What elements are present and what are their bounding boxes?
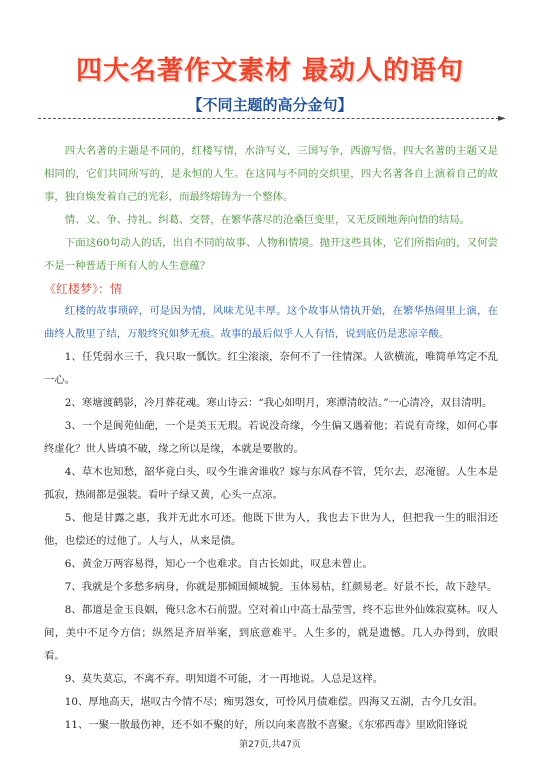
quote-item: 4、草木也知愁，韶华竟白头，叹今生谁舍谁收？嫁与东风春不管，凭尔去，忍淹留。人生本是孤寂，热闹都是强装。看叶子绿又黄，心头一点凉。 xyxy=(44,466,498,501)
section-heading: 《红楼梦》：情 xyxy=(44,282,123,296)
quote-item: 1、任凭弱水三千，我只取一瓢饮。红尘滚滚，奈何不了一往情深。人欲横流，唯简单笃定不乱一心。 xyxy=(44,351,498,386)
intro-paragraph: 下面这60句动人的话，出自不同的故事、人物和情境。抛开这些具体，它们所指向的，又何尝不是一种普适于所有人的人生意蕴？ xyxy=(44,237,498,272)
dashed-divider xyxy=(38,118,504,119)
quote-item: 10、厚地高天，堪叹古今情不尽；痴男怨女，可怜风月债难偿。四海又五湖，古今几女泪。 xyxy=(64,696,484,708)
page-title: 四大名著作文素材 最动人的语句 xyxy=(75,56,465,86)
arrow-right-icon: ► xyxy=(498,113,506,124)
quote-item: 8、都道是金玉良姻，俺只念木石前盟。空对着山中高士晶莹雪，终不忘世外仙姝寂寞林。叹人间，美中不足今方信；纵然是齐眉举案，到底意难平。人生多的，就是遗憾。几人办得到，放眼看。 xyxy=(44,604,498,662)
quote-item: 7、我就是个多愁多病身，你就是那倾国倾城貌。玉体易枯，红颜易老。好景不长，故下趁早。 xyxy=(64,581,498,593)
page-subtitle: 【不同主题的高分金句】 xyxy=(187,96,353,114)
quote-item: 3、一个是阆苑仙葩，一个是美玉无瑕。若说没奇缘，今生偏又遇着他；若说有奇缘，如何心事终虚化？世人皆填不破，缘之所以是缘，本就是要散的。 xyxy=(44,420,498,455)
quote-item: 5、他是甘露之惠，我并无此水可还。他既下世为人，我也去下世为人，但把我一生的眼泪还他，也偿还的过他了。人与人，从来是债。 xyxy=(44,512,498,547)
page-number: 第27页,共47页 xyxy=(239,740,301,750)
quote-item: 9、莫失莫忘，不离不弃。明知道不可能，才一再地说。人总是这样。 xyxy=(64,673,384,685)
quote-item: 2、寒塘渡鹤影，冷月葬花魂。寒山诗云：“我心如明月，寒潭清皎洁。”一心清冷，双目清明。 xyxy=(64,397,493,409)
section-lead: 红楼的故事琐碎，可是因为情，风味尤见丰厚。这个故事从情执开始，在繁华热闹里上演，在曲终人散里了结，万般终究如梦无痕。故事的最后似乎人人有悟，说到底仍是悲凉辛酸。 xyxy=(44,305,498,340)
quote-item: 6、黄金万两容易得，知心一个也难求。自古长如此，叹息未曾止。 xyxy=(64,558,373,570)
intro-paragraph: 情、义、争、持礼、纠葛、交替，在繁华落尽的沧桑巨变里，又无反顾地奔向悟的结局。 xyxy=(64,214,471,226)
quote-item: 11、一聚一散最伤神，还不如不聚的好，所以向来喜散不喜聚。《东邪西毒》里欧阳锋说 xyxy=(64,719,468,731)
article-body xyxy=(44,140,498,737)
intro-paragraph: 四大名著的主题是不同的，红楼写情，水浒写义，三国写争，西游写悟。四大名著的主题又是相同的，它们共同所写的，是永恒的人生。在这同与不同的交织里，四大名著各自上演着自己的故事，独自焕发着自己的光彩，而最终熔铸为一个整体。 xyxy=(44,145,498,203)
